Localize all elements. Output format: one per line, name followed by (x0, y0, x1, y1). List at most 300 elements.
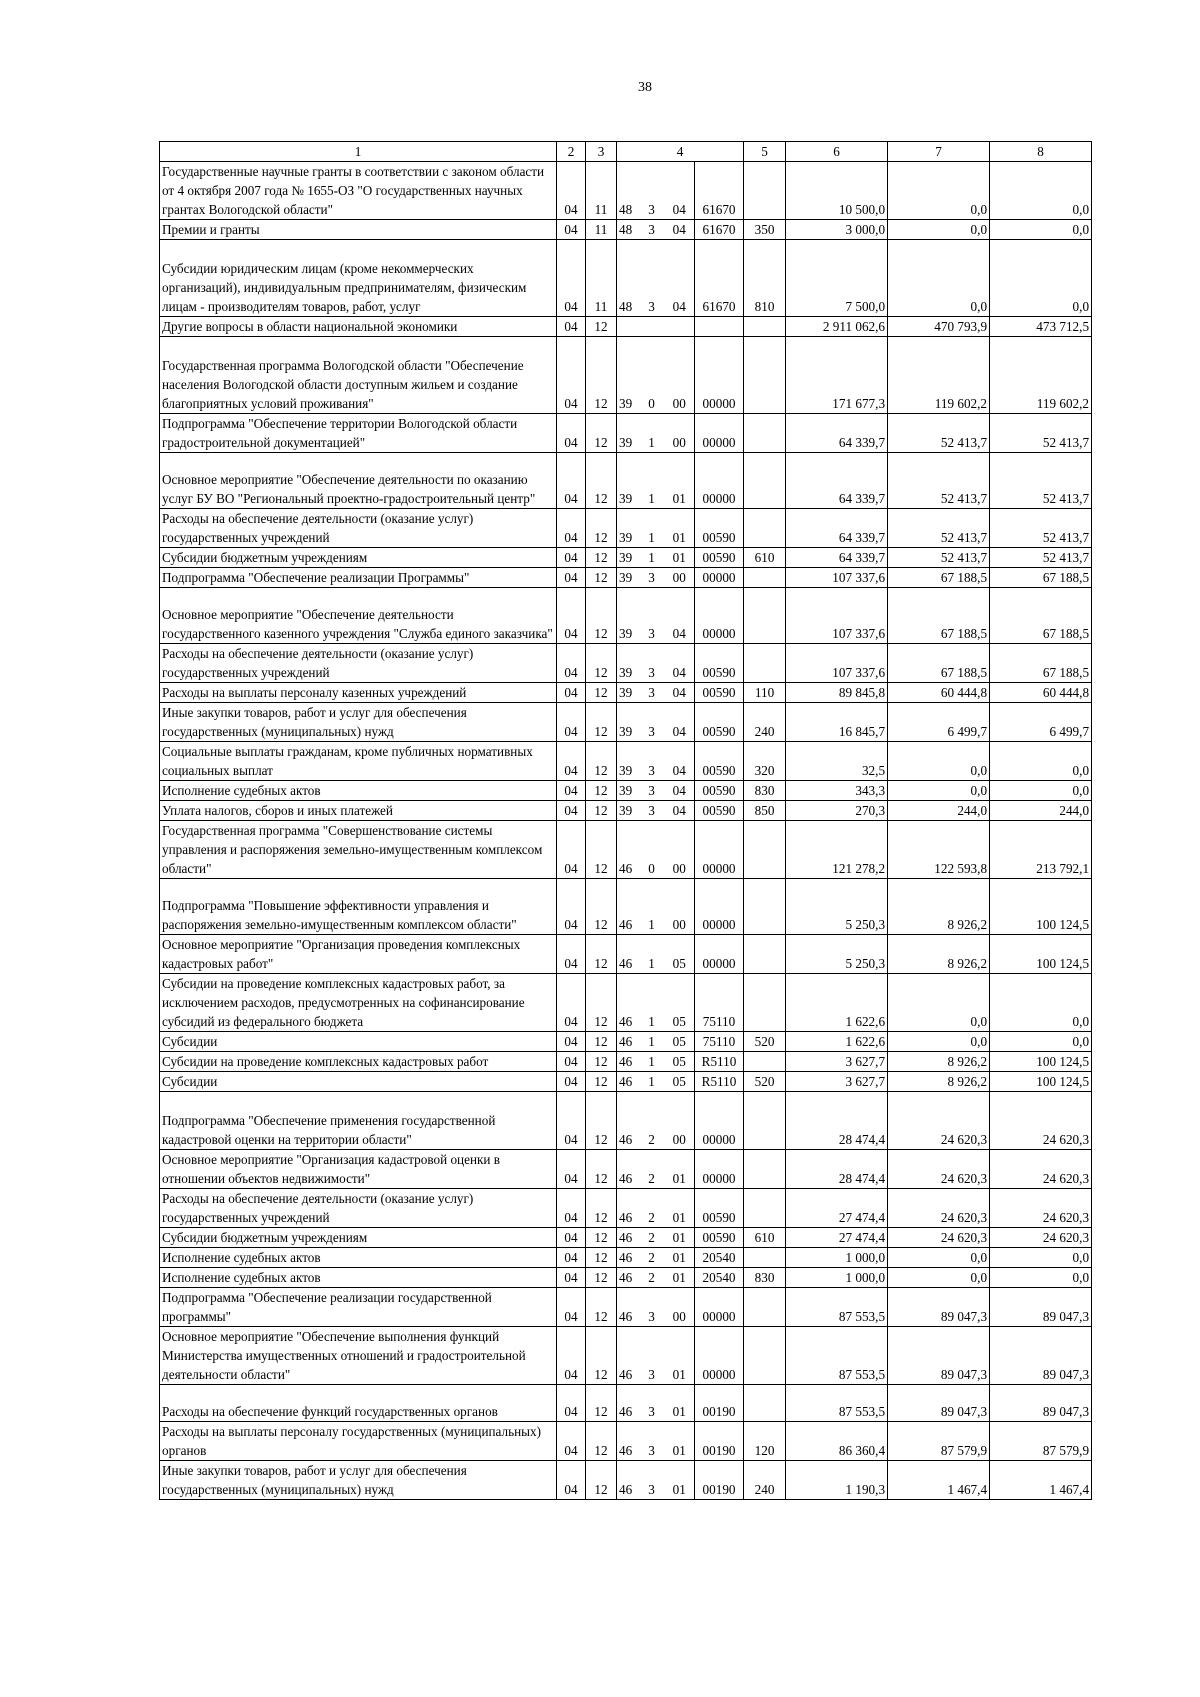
subprogram-code: 3 (639, 742, 665, 781)
subprogram-code: 3 (639, 683, 665, 703)
table-row (160, 1092, 1092, 1150)
amount-col6: 87 553,5 (786, 1385, 888, 1422)
amount-col8: 0,0 (990, 742, 1092, 781)
amount-col8: 89 047,3 (990, 1288, 1092, 1327)
table-row (160, 1189, 1092, 1228)
expense-type-code (744, 1189, 786, 1228)
subsection-code: 12 (586, 935, 617, 974)
direction-code (695, 317, 744, 337)
subprogram-code: 1 (639, 974, 665, 1032)
amount-col8: 89 047,3 (990, 1385, 1092, 1422)
amount-col8: 100 124,5 (990, 1052, 1092, 1072)
event-code: 04 (665, 588, 695, 644)
amount-col8: 52 413,7 (990, 453, 1092, 509)
section-code: 04 (557, 548, 586, 568)
row-name: Основное мероприятие "Организация проведения комплексных кадастровых работ" (160, 935, 557, 974)
expense-type-code (744, 588, 786, 644)
expense-type-code (744, 1327, 786, 1385)
subprogram-code: 1 (639, 453, 665, 509)
direction-code: 00590 (695, 644, 744, 683)
subprogram-code: 1 (639, 414, 665, 453)
amount-col8: 119 602,2 (990, 337, 1092, 414)
subprogram-code: 3 (639, 644, 665, 683)
subsection-code: 12 (586, 1461, 617, 1500)
expense-type-code: 610 (744, 548, 786, 568)
amount-col8: 24 620,3 (990, 1150, 1092, 1189)
program-code: 46 (617, 935, 639, 974)
event-code: 05 (665, 1032, 695, 1052)
amount-col6: 7 500,0 (786, 240, 888, 317)
amount-col7: 0,0 (888, 1248, 990, 1268)
program-code: 39 (617, 683, 639, 703)
subprogram-code: 1 (639, 509, 665, 548)
section-code: 04 (557, 1072, 586, 1092)
section-code: 04 (557, 974, 586, 1032)
row-name: Субсидии (160, 1072, 557, 1092)
subsection-code: 12 (586, 568, 617, 588)
program-code: 46 (617, 1248, 639, 1268)
expense-type-code: 120 (744, 1422, 786, 1461)
section-code: 04 (557, 240, 586, 317)
subprogram-code (639, 317, 665, 337)
row-name: Подпрограмма "Обеспечение реализации государственной программы" (160, 1288, 557, 1327)
row-name: Другие вопросы в области национальной экономики (160, 317, 557, 337)
table-row (160, 337, 1092, 414)
amount-col6: 87 553,5 (786, 1288, 888, 1327)
amount-col7: 52 413,7 (888, 509, 990, 548)
subsection-code: 12 (586, 1032, 617, 1052)
subprogram-code: 3 (639, 588, 665, 644)
subprogram-code: 0 (639, 337, 665, 414)
amount-col6: 1 190,3 (786, 1461, 888, 1500)
direction-code: 00000 (695, 1092, 744, 1150)
section-code: 04 (557, 1422, 586, 1461)
subsection-code: 12 (586, 703, 617, 742)
event-code: 05 (665, 1052, 695, 1072)
subsection-code: 12 (586, 588, 617, 644)
table-row (160, 1052, 1092, 1072)
event-code: 01 (665, 1228, 695, 1248)
expense-type-code (744, 1092, 786, 1150)
direction-code: 00590 (695, 703, 744, 742)
row-name: Исполнение судебных актов (160, 1268, 557, 1288)
amount-col7: 0,0 (888, 240, 990, 317)
amount-col6: 107 337,6 (786, 568, 888, 588)
event-code: 01 (665, 509, 695, 548)
subsection-code: 12 (586, 742, 617, 781)
amount-col6: 5 250,3 (786, 879, 888, 935)
row-name: Субсидии бюджетным учреждениям (160, 1228, 557, 1248)
expense-type-code: 320 (744, 742, 786, 781)
amount-col6: 2 911 062,6 (786, 317, 888, 337)
direction-code: 00000 (695, 453, 744, 509)
amount-col6: 3 627,7 (786, 1072, 888, 1092)
row-name: Субсидии на проведение комплексных кадастровых работ, за исключением расходов, предусмотренных на софинансирование субсидий из федерального бюджета (160, 974, 557, 1032)
event-code: 04 (665, 683, 695, 703)
table-row (160, 1327, 1092, 1385)
amount-col6: 3 000,0 (786, 220, 888, 240)
event-code: 04 (665, 644, 695, 683)
subsection-code: 12 (586, 317, 617, 337)
section-code: 04 (557, 1228, 586, 1248)
program-code: 39 (617, 548, 639, 568)
program-code: 46 (617, 1228, 639, 1248)
amount-col6: 87 553,5 (786, 1327, 888, 1385)
table-row (160, 683, 1092, 703)
section-code: 04 (557, 1189, 586, 1228)
table-row (160, 935, 1092, 974)
amount-col6: 64 339,7 (786, 509, 888, 548)
row-name: Субсидии (160, 1032, 557, 1052)
program-code: 39 (617, 703, 639, 742)
direction-code: 00000 (695, 568, 744, 588)
direction-code: 20540 (695, 1248, 744, 1268)
amount-col7: 0,0 (888, 781, 990, 801)
direction-code: 00190 (695, 1461, 744, 1500)
direction-code: 61670 (695, 240, 744, 317)
direction-code: R5110 (695, 1072, 744, 1092)
direction-code: 00000 (695, 821, 744, 879)
program-code: 48 (617, 240, 639, 317)
direction-code: 00000 (695, 1150, 744, 1189)
section-code: 04 (557, 568, 586, 588)
section-code: 04 (557, 1052, 586, 1072)
amount-col7: 0,0 (888, 162, 990, 220)
row-name: Исполнение судебных актов (160, 781, 557, 801)
amount-col6: 3 627,7 (786, 1052, 888, 1072)
expense-type-code (744, 1385, 786, 1422)
subprogram-code: 1 (639, 935, 665, 974)
expense-type-code: 110 (744, 683, 786, 703)
section-code: 04 (557, 644, 586, 683)
amount-col8: 0,0 (990, 240, 1092, 317)
amount-col8: 0,0 (990, 220, 1092, 240)
subprogram-code: 2 (639, 1268, 665, 1288)
table-row (160, 1385, 1092, 1422)
amount-col8: 89 047,3 (990, 1327, 1092, 1385)
row-name: Иные закупки товаров, работ и услуг для обеспечения государственных (муниципальных) нужд (160, 1461, 557, 1500)
amount-col7: 119 602,2 (888, 337, 990, 414)
amount-col6: 89 845,8 (786, 683, 888, 703)
amount-col8: 100 124,5 (990, 879, 1092, 935)
table-row (160, 703, 1092, 742)
event-code: 00 (665, 1288, 695, 1327)
subprogram-code: 3 (639, 220, 665, 240)
subprogram-code: 3 (639, 1327, 665, 1385)
amount-col7: 1 467,4 (888, 1461, 990, 1500)
section-code: 04 (557, 801, 586, 821)
amount-col6: 107 337,6 (786, 588, 888, 644)
row-name: Исполнение судебных актов (160, 1248, 557, 1268)
subprogram-code: 1 (639, 548, 665, 568)
subprogram-code: 1 (639, 879, 665, 935)
direction-code: 00000 (695, 1327, 744, 1385)
section-code: 04 (557, 453, 586, 509)
amount-col6: 270,3 (786, 801, 888, 821)
row-name: Основное мероприятие "Обеспечение деятельности государственного казенного учреждения "Служба единого заказчика" (160, 588, 557, 644)
row-name: Расходы на обеспечение деятельности (оказание услуг) государственных учреждений (160, 509, 557, 548)
program-code: 39 (617, 781, 639, 801)
amount-col7: 67 188,5 (888, 568, 990, 588)
expense-type-code: 610 (744, 1228, 786, 1248)
amount-col8: 213 792,1 (990, 821, 1092, 879)
subprogram-code: 2 (639, 1189, 665, 1228)
amount-col7: 0,0 (888, 974, 990, 1032)
direction-code: 00000 (695, 935, 744, 974)
expense-type-code: 350 (744, 220, 786, 240)
event-code: 01 (665, 1268, 695, 1288)
subprogram-code: 3 (639, 703, 665, 742)
row-name: Субсидии на проведение комплексных кадастровых работ (160, 1052, 557, 1072)
direction-code: 00590 (695, 742, 744, 781)
amount-col6: 64 339,7 (786, 548, 888, 568)
section-code: 04 (557, 317, 586, 337)
expense-type-code: 520 (744, 1032, 786, 1052)
amount-col8: 24 620,3 (990, 1189, 1092, 1228)
subsection-code: 11 (586, 162, 617, 220)
row-name: Социальные выплаты гражданам, кроме публичных нормативных социальных выплат (160, 742, 557, 781)
event-code: 05 (665, 1072, 695, 1092)
amount-col7: 67 188,5 (888, 644, 990, 683)
amount-col6: 1 622,6 (786, 974, 888, 1032)
row-name: Основное мероприятие "Организация кадастровой оценки в отношении объектов недвижимости" (160, 1150, 557, 1189)
row-name: Расходы на обеспечение функций государственных органов (160, 1385, 557, 1422)
section-code: 04 (557, 337, 586, 414)
amount-col6: 32,5 (786, 742, 888, 781)
amount-col6: 64 339,7 (786, 453, 888, 509)
subsection-code: 12 (586, 1072, 617, 1092)
event-code: 04 (665, 703, 695, 742)
amount-col7: 89 047,3 (888, 1327, 990, 1385)
event-code: 00 (665, 568, 695, 588)
subprogram-code: 3 (639, 1422, 665, 1461)
event-code: 00 (665, 337, 695, 414)
expense-type-code (744, 162, 786, 220)
section-code: 04 (557, 1092, 586, 1150)
program-code: 39 (617, 588, 639, 644)
subprogram-code: 3 (639, 1288, 665, 1327)
section-code: 04 (557, 1248, 586, 1268)
subprogram-code: 0 (639, 821, 665, 879)
subsection-code: 12 (586, 548, 617, 568)
section-code: 04 (557, 414, 586, 453)
header-row (160, 142, 1092, 162)
table-row (160, 509, 1092, 548)
program-code: 46 (617, 1461, 639, 1500)
amount-col8: 473 712,5 (990, 317, 1092, 337)
amount-col8: 0,0 (990, 1032, 1092, 1052)
subprogram-code: 3 (639, 1385, 665, 1422)
direction-code: 00590 (695, 1189, 744, 1228)
program-code: 39 (617, 568, 639, 588)
expense-type-code (744, 821, 786, 879)
table-row (160, 453, 1092, 509)
direction-code: 00190 (695, 1422, 744, 1461)
amount-col8: 67 188,5 (990, 568, 1092, 588)
program-code (617, 317, 639, 337)
expense-type-code: 240 (744, 1461, 786, 1500)
event-code: 01 (665, 1461, 695, 1500)
event-code: 04 (665, 240, 695, 317)
header-cell: 4 (617, 142, 744, 162)
subsection-code: 12 (586, 974, 617, 1032)
expense-type-code: 830 (744, 1268, 786, 1288)
amount-col7: 52 413,7 (888, 453, 990, 509)
subsection-code: 12 (586, 683, 617, 703)
subsection-code: 12 (586, 781, 617, 801)
event-code: 04 (665, 781, 695, 801)
subsection-code: 12 (586, 1052, 617, 1072)
amount-col7: 89 047,3 (888, 1288, 990, 1327)
row-name: Подпрограмма "Обеспечение применения государственной кадастровой оценки на территории области" (160, 1092, 557, 1150)
amount-col6: 1 000,0 (786, 1248, 888, 1268)
section-code: 04 (557, 1288, 586, 1327)
event-code: 04 (665, 162, 695, 220)
event-code: 05 (665, 974, 695, 1032)
section-code: 04 (557, 220, 586, 240)
program-code: 46 (617, 1288, 639, 1327)
expense-type-code (744, 1150, 786, 1189)
program-code: 46 (617, 1092, 639, 1150)
amount-col7: 0,0 (888, 220, 990, 240)
expense-type-code (744, 414, 786, 453)
amount-col6: 1 622,6 (786, 1032, 888, 1052)
amount-col8: 52 413,7 (990, 509, 1092, 548)
event-code: 01 (665, 1422, 695, 1461)
program-code: 39 (617, 453, 639, 509)
program-code: 39 (617, 644, 639, 683)
amount-col8: 100 124,5 (990, 935, 1092, 974)
row-name: Иные закупки товаров, работ и услуг для обеспечения государственных (муниципальных) нужд (160, 703, 557, 742)
table-row (160, 414, 1092, 453)
event-code: 00 (665, 1092, 695, 1150)
direction-code: R5110 (695, 1052, 744, 1072)
amount-col7: 8 926,2 (888, 1052, 990, 1072)
program-code: 39 (617, 742, 639, 781)
subprogram-code: 1 (639, 1072, 665, 1092)
amount-col7: 8 926,2 (888, 935, 990, 974)
amount-col6: 27 474,4 (786, 1189, 888, 1228)
amount-col7: 24 620,3 (888, 1150, 990, 1189)
event-code: 01 (665, 1150, 695, 1189)
section-code: 04 (557, 821, 586, 879)
direction-code: 00590 (695, 801, 744, 821)
row-name: Расходы на выплаты персоналу государственных (муниципальных) органов (160, 1422, 557, 1461)
amount-col8: 24 620,3 (990, 1228, 1092, 1248)
table-row (160, 644, 1092, 683)
amount-col6: 107 337,6 (786, 644, 888, 683)
event-code: 01 (665, 1385, 695, 1422)
amount-col7: 24 620,3 (888, 1189, 990, 1228)
amount-col7: 122 593,8 (888, 821, 990, 879)
direction-code: 00590 (695, 781, 744, 801)
expense-type-code: 520 (744, 1072, 786, 1092)
table-row (160, 974, 1092, 1032)
amount-col8: 0,0 (990, 974, 1092, 1032)
subsection-code: 12 (586, 1268, 617, 1288)
program-code: 39 (617, 509, 639, 548)
amount-col8: 67 188,5 (990, 588, 1092, 644)
amount-col6: 1 000,0 (786, 1268, 888, 1288)
section-code: 04 (557, 588, 586, 644)
amount-col7: 0,0 (888, 1268, 990, 1288)
section-code: 04 (557, 1150, 586, 1189)
subsection-code: 12 (586, 644, 617, 683)
subsection-code: 12 (586, 1189, 617, 1228)
subsection-code: 11 (586, 240, 617, 317)
amount-col8: 6 499,7 (990, 703, 1092, 742)
table-row (160, 1032, 1092, 1052)
amount-col7: 87 579,9 (888, 1422, 990, 1461)
section-code: 04 (557, 1385, 586, 1422)
direction-code: 00590 (695, 548, 744, 568)
amount-col6: 121 278,2 (786, 821, 888, 879)
amount-col7: 244,0 (888, 801, 990, 821)
direction-code: 00000 (695, 1288, 744, 1327)
expense-type-code (744, 935, 786, 974)
event-code: 01 (665, 1248, 695, 1268)
event-code (665, 317, 695, 337)
amount-col8: 0,0 (990, 781, 1092, 801)
subsection-code: 12 (586, 1385, 617, 1422)
table-row (160, 1248, 1092, 1268)
header-cell: 5 (744, 142, 786, 162)
section-code: 04 (557, 935, 586, 974)
section-code: 04 (557, 1032, 586, 1052)
table-row (160, 1461, 1092, 1500)
header-cell: 7 (888, 142, 990, 162)
section-code: 04 (557, 683, 586, 703)
header-cell: 8 (990, 142, 1092, 162)
subsection-code: 12 (586, 509, 617, 548)
table-row (160, 1228, 1092, 1248)
row-name: Расходы на обеспечение деятельности (оказание услуг) государственных учреждений (160, 1189, 557, 1228)
amount-col7: 60 444,8 (888, 683, 990, 703)
subprogram-code: 2 (639, 1092, 665, 1150)
direction-code: 00000 (695, 414, 744, 453)
expense-type-code (744, 1052, 786, 1072)
subsection-code: 12 (586, 1150, 617, 1189)
subprogram-code: 3 (639, 162, 665, 220)
program-code: 46 (617, 974, 639, 1032)
row-name: Уплата налогов, сборов и иных платежей (160, 801, 557, 821)
program-code: 46 (617, 821, 639, 879)
row-name: Государственная программа Вологодской области "Обеспечение населения Вологодской области доступным жильем и создание благоприятных условий проживания" (160, 337, 557, 414)
direction-code: 75110 (695, 1032, 744, 1052)
direction-code: 00190 (695, 1385, 744, 1422)
event-code: 01 (665, 548, 695, 568)
event-code: 00 (665, 821, 695, 879)
program-code: 46 (617, 1422, 639, 1461)
amount-col6: 28 474,4 (786, 1092, 888, 1150)
row-name: Подпрограмма "Повышение эффективности управления и распоряжения земельно-имущественным комплексом области" (160, 879, 557, 935)
direction-code: 00000 (695, 588, 744, 644)
expense-type-code (744, 453, 786, 509)
subsection-code: 12 (586, 1327, 617, 1385)
row-name: Субсидии юридическим лицам (кроме некоммерческих организаций), индивидуальным предпринимателям, физическим лицам - производителям товаров, работ, услуг (160, 240, 557, 317)
amount-col7: 24 620,3 (888, 1228, 990, 1248)
expense-type-code: 240 (744, 703, 786, 742)
table-row (160, 162, 1092, 220)
direction-code: 00590 (695, 509, 744, 548)
program-code: 46 (617, 1150, 639, 1189)
amount-col7: 52 413,7 (888, 414, 990, 453)
subsection-code: 12 (586, 801, 617, 821)
subsection-code: 12 (586, 821, 617, 879)
row-name: Государственная программа "Совершенствование системы управления и распоряжения земельно-имущественным комплексом области" (160, 821, 557, 879)
subsection-code: 12 (586, 1248, 617, 1268)
direction-code: 00000 (695, 337, 744, 414)
